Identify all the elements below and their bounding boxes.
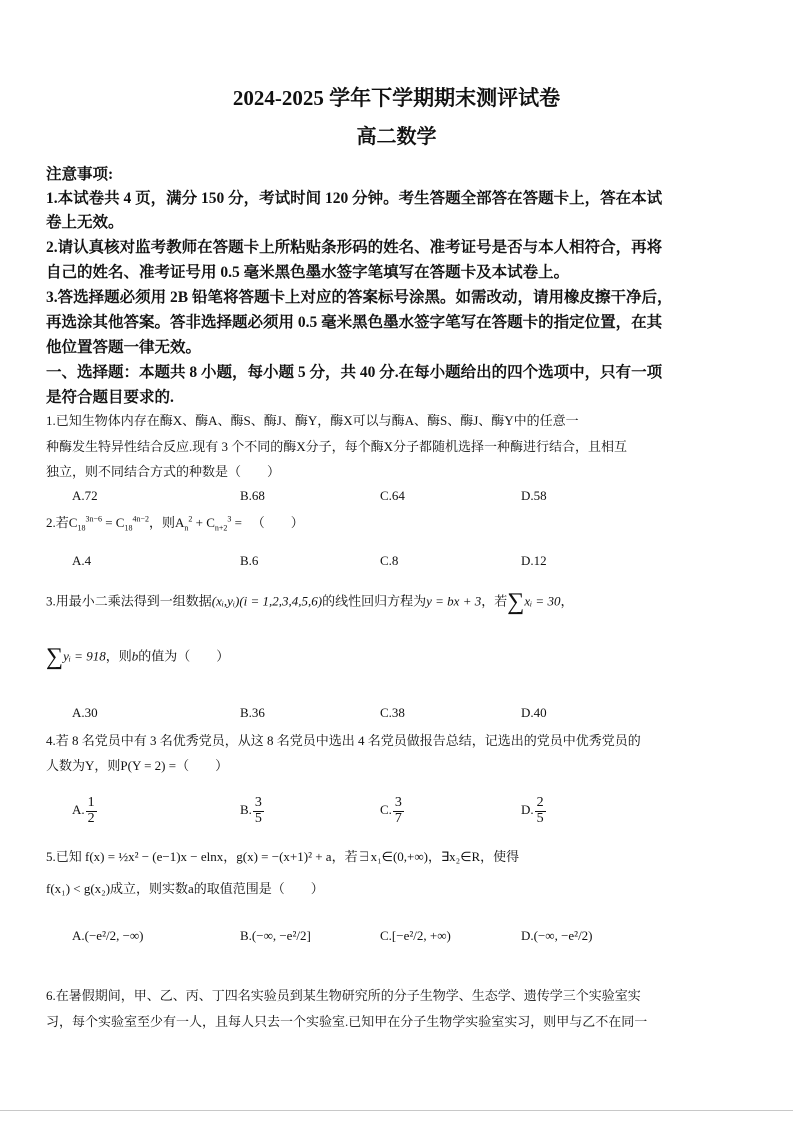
fraction: [535, 796, 546, 826]
notice-line: 他位置答题一律无效。: [46, 339, 202, 356]
q2-option-a: A.4: [72, 553, 92, 568]
q4-option-a: [72, 796, 97, 826]
q2-option-c: C.8: [380, 553, 399, 568]
q3-regression: y = bx + 3: [426, 593, 482, 609]
section-heading: 一、选择题：本题共 8 小题，每小题 5 分，共 40 分.在每小题给出的四个选项中，只有一项: [46, 364, 663, 381]
notice-line: 3.答选择题必须用 2B 铅笔将答题卡上对应的答案标号涂黑。如需改动，请用橡皮擦干净后，: [46, 289, 673, 306]
q2-binom-1: $C_{18}^{3n-6} = C_{18}^{4n-2}$: [68, 514, 149, 533]
option-label: D.: [521, 928, 534, 943]
exam-subtitle: 高二数学: [356, 126, 437, 148]
q3-text: 的值为（ ）: [138, 648, 230, 664]
option-label: D.: [521, 802, 534, 818]
denominator: 7: [394, 810, 402, 826]
notice-line: 卷上无效。: [46, 214, 124, 231]
q3-option-d: D.40: [521, 705, 547, 720]
notice-line: 1.本试卷共 4 页，满分 150 分，考试时间 120 分钟。考生答题全部答在答题卡上，答在本试: [46, 190, 663, 207]
question-3-stem: [46, 589, 573, 616]
option-label: A.: [72, 928, 85, 943]
q2-suffix: （ ）: [251, 515, 304, 530]
notice-line: 自己的姓名、准考证号用 0.5 毫米黑色墨水签字笔填写在答题卡及本试卷上。: [46, 264, 570, 281]
option-label: C.: [380, 928, 392, 943]
question-4-line: 4.若 8 名党员中有 3 名优秀党员，从这 8 名党员中选出 4 名党员做报告总结，记选出的党员中优秀党员的: [46, 733, 641, 748]
denominator: 2: [87, 810, 95, 826]
notice-line: 2.请认真核对监考教师在答题卡上所粘贴条形码的姓名、准考证号是否与本人相符合，再将: [46, 239, 663, 256]
question-6-line: 习，每个实验室至少有一人，且每人只去一个实验室.已知甲在分子生物学实验室实习，则甲与乙不在同一: [46, 1014, 648, 1029]
numerator: 3: [394, 795, 402, 810]
q3-sum-y: yᵢ = 918: [63, 648, 106, 664]
section-heading-cont: 是符合题目要求的.: [46, 389, 174, 406]
q2-expr: $A_n^2 + C_{n+2}^3$ =: [175, 514, 243, 533]
option-interval: (−∞, −e²/2): [533, 928, 593, 943]
q3-sum-x: xᵢ = 30: [524, 593, 561, 609]
q3-text: 3.用最小二乘法得到一组数据: [46, 593, 212, 609]
q1-option-c: C.64: [380, 488, 405, 503]
sum-icon: ∑: [46, 644, 64, 670]
question-3-cont: [46, 644, 229, 671]
fraction: [253, 796, 264, 826]
denominator: 5: [536, 810, 544, 826]
q1-option-d: D.58: [521, 488, 547, 503]
q5-option-a: [72, 928, 144, 944]
q3-option-c: C.38: [380, 705, 405, 720]
option-interval: [−e²/2, +∞): [391, 928, 451, 943]
notice-heading: 注意事项:: [46, 166, 114, 183]
q1-option-a: A.72: [72, 488, 98, 503]
exam-title: 2024-2025 学年下学期期末测评试卷: [232, 86, 561, 110]
question-1-line: 1.已知生物体内存在酶X、酶A、酶S、酶J、酶Y，酶X可以与酶A、酶S、酶J、酶Y中的任意一: [46, 413, 579, 428]
option-label: B.: [240, 802, 252, 818]
q2-prefix: 2.若: [46, 515, 69, 530]
q5-option-c: [380, 928, 451, 944]
question-6-line: 6.在暑假期间，甲、乙、丙、丁四名实验员到某生物研究所的分子生物学、生态学、遗传学三个实验室实: [46, 988, 641, 1003]
option-interval: (−e²/2, −∞): [84, 928, 144, 943]
option-label: B.: [240, 928, 252, 943]
notice-line: 再选涂其他答案。答非选择题必须用 0.5 毫米黑色墨水签字笔写在答题卡的指定位置，在其: [46, 314, 663, 331]
question-1-line: 种酶发生特异性结合反应.现有 3 个不同的酶X分子，每个酶X分子都随机选择一种酶进行结合，且相互: [46, 439, 628, 454]
q2-mid: ，则: [148, 515, 175, 530]
sum-icon: ∑: [507, 589, 525, 615]
q4-option-c: [380, 796, 404, 826]
q3-option-a: A.30: [72, 705, 98, 720]
q3-text: ，: [560, 593, 574, 609]
q3-text: 的线性回归方程为: [322, 593, 427, 609]
q5-option-b: [240, 928, 311, 944]
q3-text: ，若: [481, 593, 508, 609]
question-2-stem: [46, 512, 304, 533]
q1-option-b: B.68: [240, 488, 265, 503]
fraction: [86, 796, 97, 826]
question-5-line: 5.已知 f(x) = ½x² − (e−1)x − elnx，g(x) = −(x+1)² + a，若∃x₁∈(0,+∞)，∃x₂∈R，使得: [46, 849, 520, 864]
option-interval: (−∞, −e²/2]: [251, 928, 311, 943]
numerator: 2: [536, 795, 544, 810]
fraction: [393, 796, 404, 826]
question-4-line: 人数为Y，则P(Y = 2) =（ ）: [46, 758, 229, 773]
q3-data-set: (xᵢ,yᵢ)(i = 1,2,3,4,5,6): [211, 593, 323, 609]
q2-option-b: B.6: [240, 553, 259, 568]
question-5-line: f(x₁) < g(x₂)成立，则实数a的取值范围是（ ）: [46, 881, 324, 896]
q4-option-b: [240, 796, 264, 826]
page-bottom-divider: [0, 1110, 793, 1111]
question-1-line: 独立，则不同结合方式的种数是（ ）: [46, 464, 281, 479]
numerator: 1: [87, 795, 95, 810]
option-label: C.: [380, 802, 392, 818]
q3-text: ，则: [105, 648, 132, 664]
option-label: A.: [72, 802, 85, 818]
denominator: 5: [254, 810, 262, 826]
q3-option-b: B.36: [240, 705, 265, 720]
q3-var-b: b: [131, 648, 139, 664]
q2-option-d: D.12: [521, 553, 547, 568]
q4-option-d: [521, 796, 546, 826]
numerator: 3: [254, 795, 262, 810]
q5-option-d: [521, 928, 593, 944]
